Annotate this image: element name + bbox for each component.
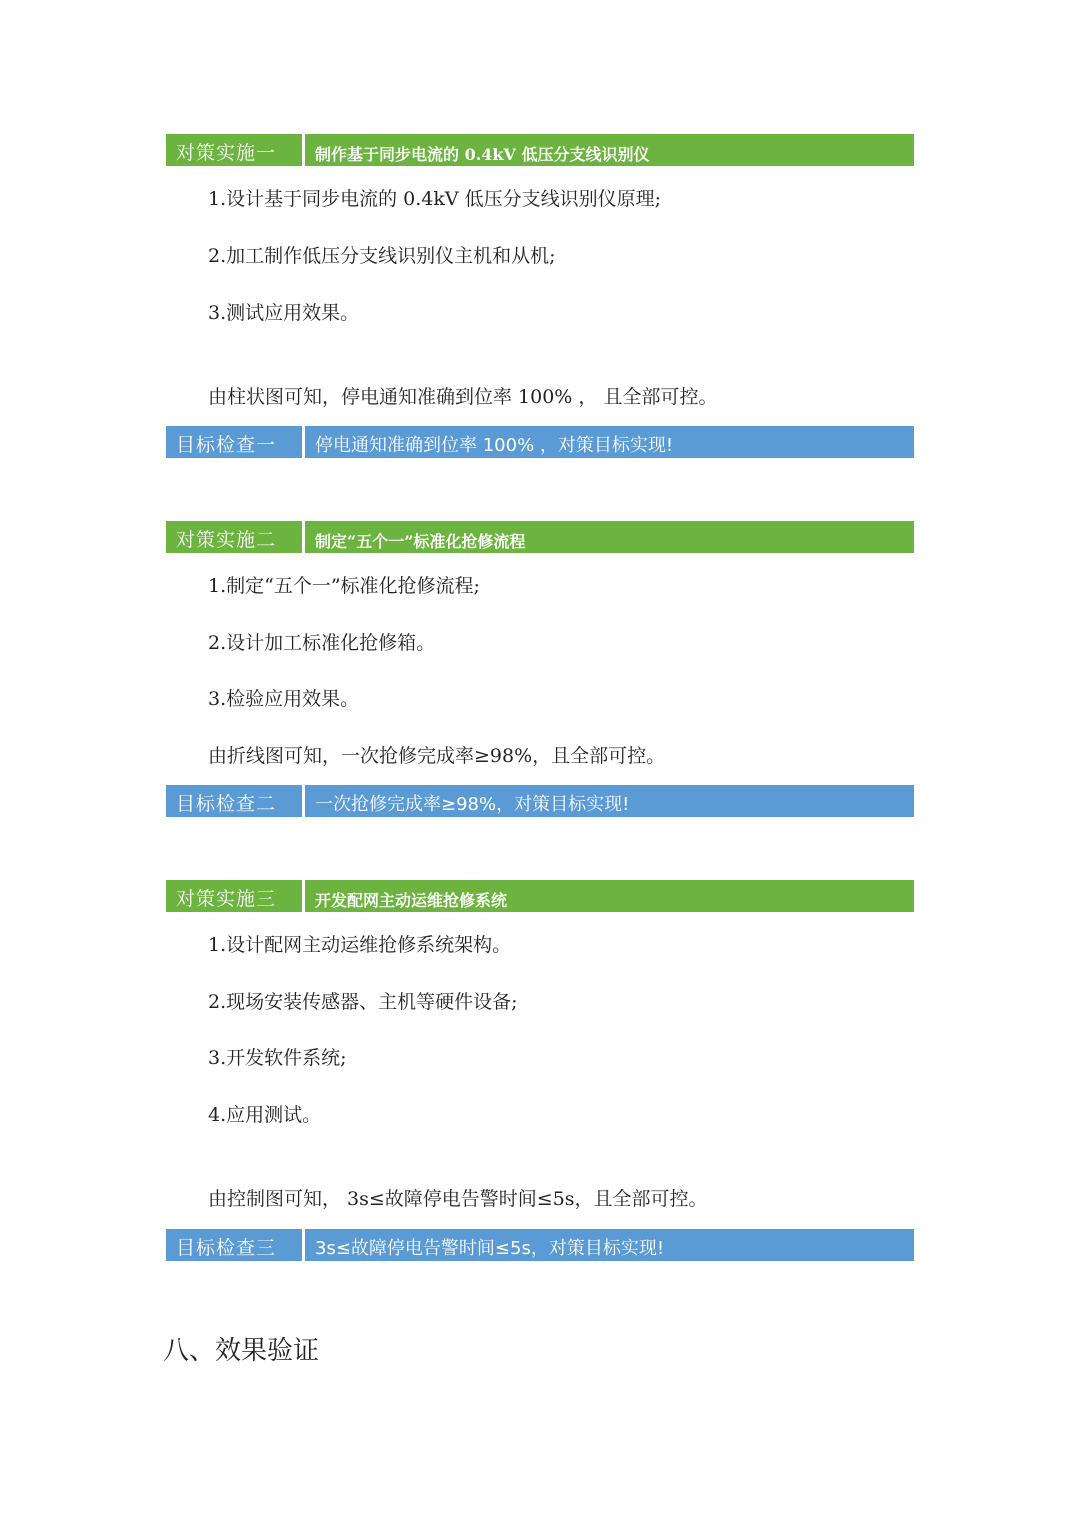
step-3-1: 1.设计配网主动运维抢修系统架构。 [208, 934, 512, 956]
step-3-2: 2.现场安装传感器、主机等硬件设备; [208, 991, 518, 1013]
conclusion-2: 由折线图可知，一次抢修完成率≥98%，且全部可控。 [208, 745, 666, 767]
measure-bar-3 [166, 880, 914, 912]
step-3-3: 3.开发软件系统; [208, 1047, 347, 1069]
section-heading: 八、效果验证 [163, 1336, 320, 1366]
measure-bar-2 [166, 521, 914, 553]
step-1-2: 2.加工制作低压分支线识别仪主机和从机; [208, 245, 556, 267]
conclusion-3: 由控制图可知， 3s≤故障停电告警时间≤5s，且全部可控。 [208, 1188, 708, 1210]
measure-label-3: 对策实施三 [166, 880, 302, 912]
check-text-3: 3s≤故障停电告警时间≤5s，对策目标实现! [305, 1229, 914, 1261]
step-2-2: 2.设计加工标准化抢修箱。 [208, 632, 436, 654]
step-1-3: 3.测试应用效果。 [208, 302, 360, 324]
step-3-4: 4.应用测试。 [208, 1104, 322, 1126]
measure-label-1: 对策实施一 [166, 134, 302, 166]
check-label-2: 目标检查二 [166, 785, 302, 817]
measure-title-3: 开发配网主动运维抢修系统 [305, 880, 914, 912]
conclusion-1: 由柱状图可知，停电通知准确到位率 100% ， 且全部可控。 [208, 386, 718, 408]
step-1-1: 1.设计基于同步电流的 0.4kV 低压分支线识别仪原理; [208, 188, 662, 210]
measure-label-2: 对策实施二 [166, 521, 302, 553]
measure-title-2: 制定“五个一”标准化抢修流程 [305, 521, 914, 553]
measure-title-1: 制作基于同步电流的 0.4kV 低压分支线识别仪 [305, 134, 914, 166]
check-text-1: 停电通知准确到位率 100% ，对策目标实现! [305, 426, 914, 458]
step-2-3: 3.检验应用效果。 [208, 688, 360, 710]
measure-bar-1 [166, 134, 914, 166]
check-label-3: 目标检查三 [166, 1229, 302, 1261]
step-2-1: 1.制定“五个一”标准化抢修流程; [208, 575, 480, 597]
check-bar-2 [166, 785, 914, 817]
check-bar-3 [166, 1229, 914, 1261]
check-label-1: 目标检查一 [166, 426, 302, 458]
check-bar-1 [166, 426, 914, 458]
check-text-2: 一次抢修完成率≥98%，对策目标实现! [305, 785, 914, 817]
